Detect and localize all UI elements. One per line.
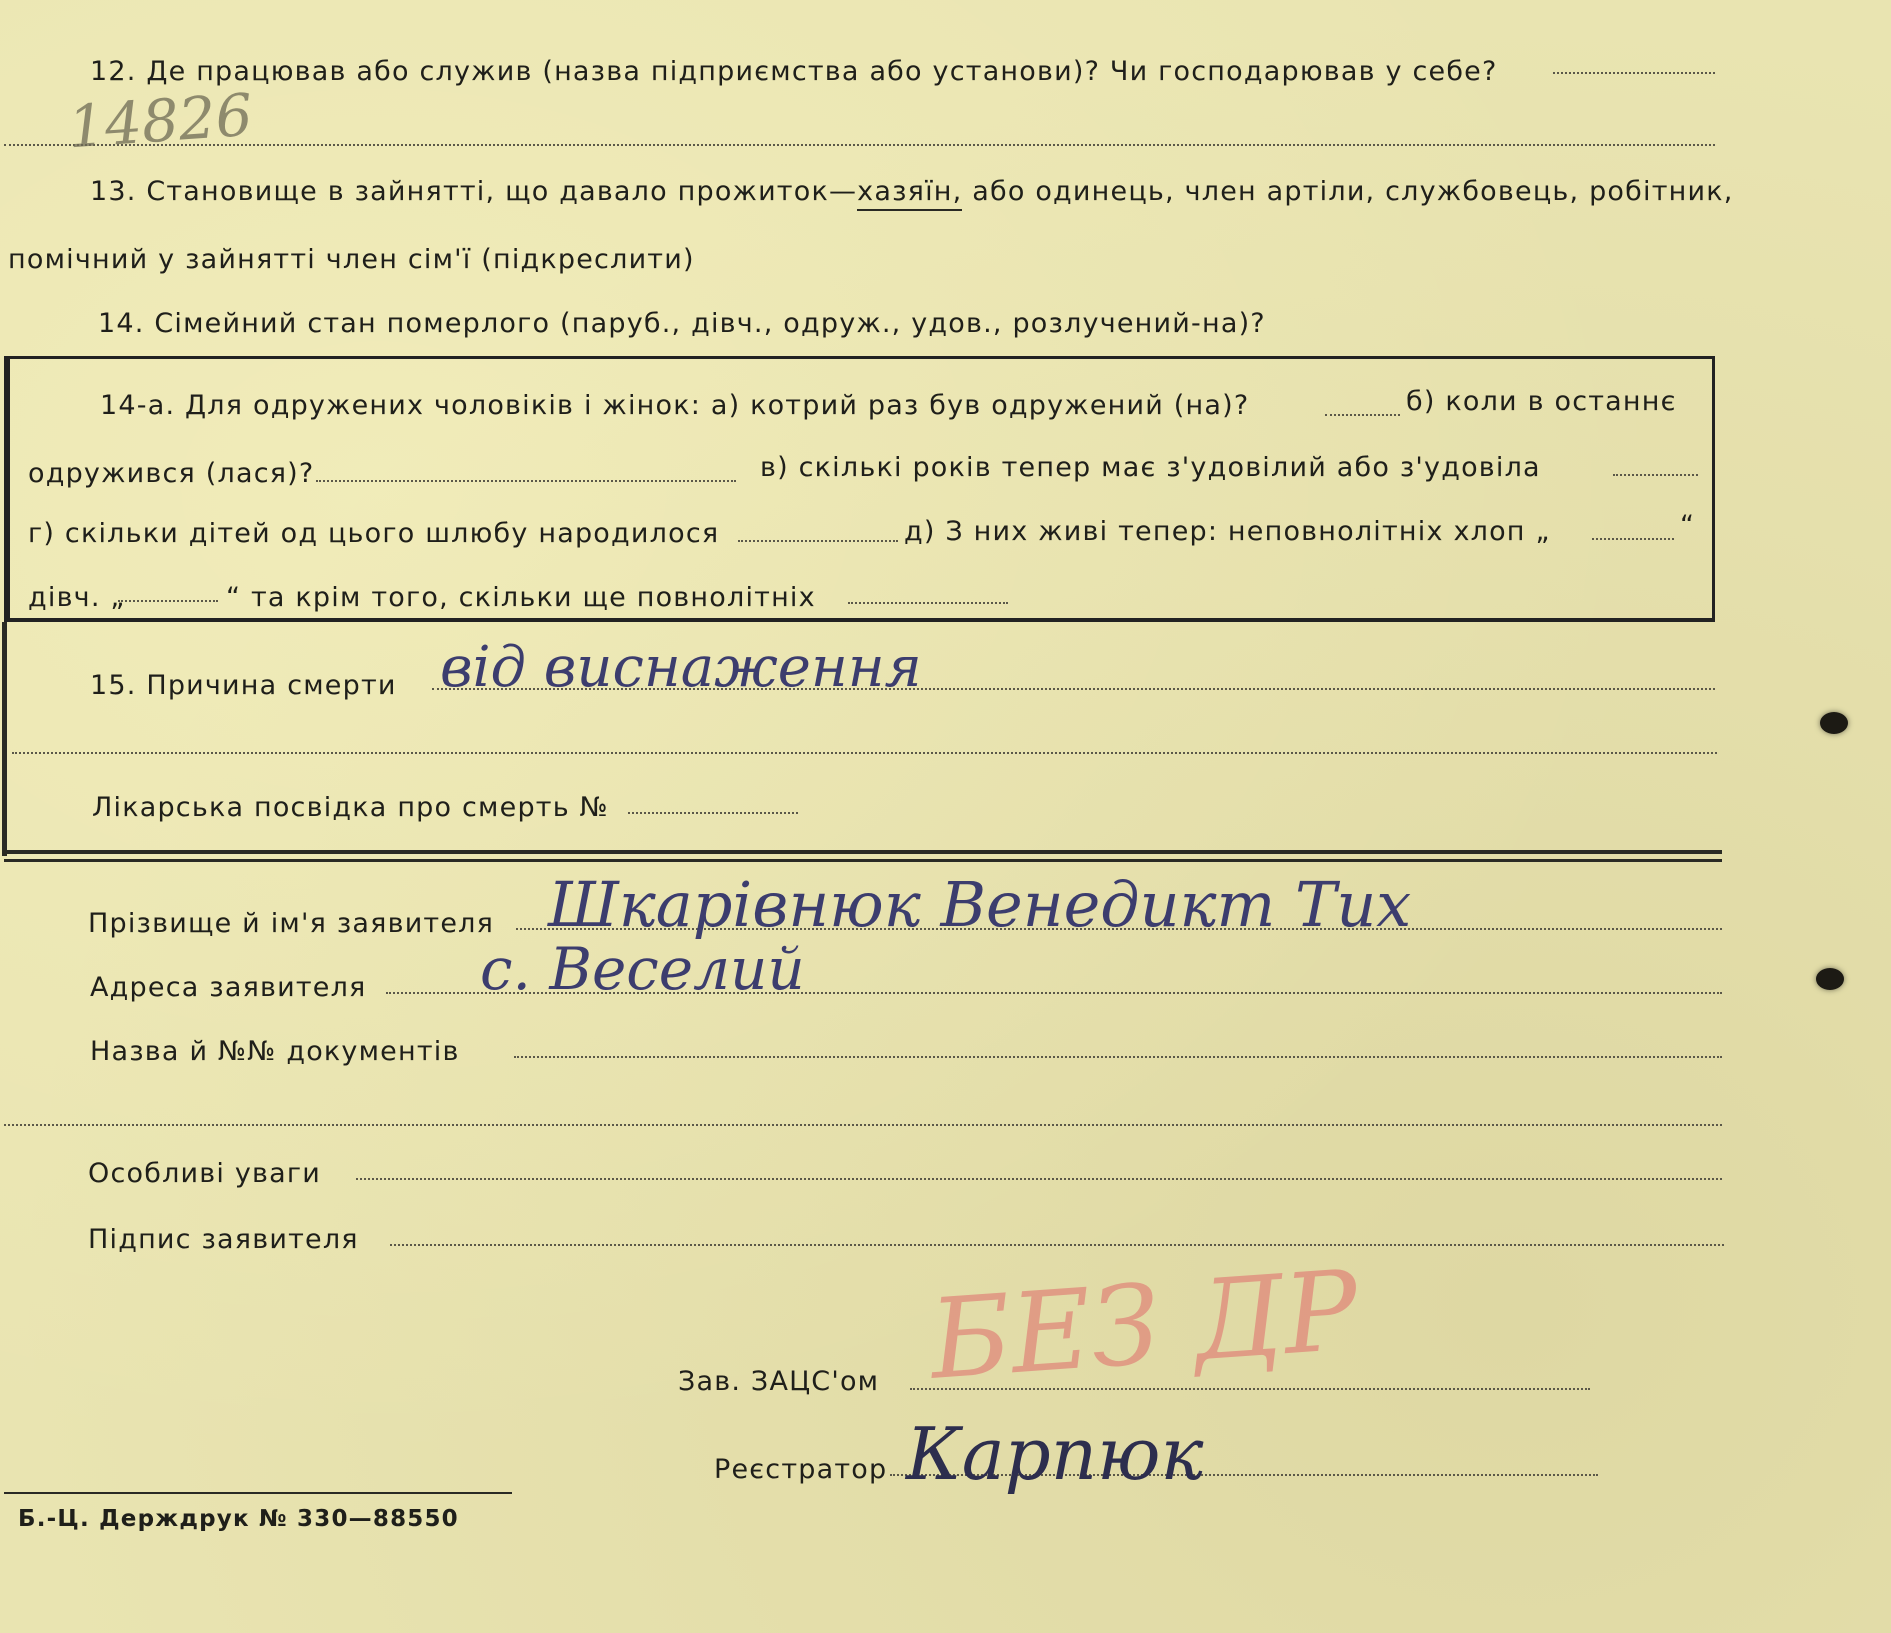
- divider-top: [4, 850, 1722, 854]
- printer-imprint: Б.-Ц. Держдрук № 330—88550: [18, 1506, 459, 1532]
- applicant-signature-line: [390, 1244, 1724, 1246]
- q14a-l3b: д) З них живі тепер: неповнолітніх хлоп „: [904, 516, 1551, 547]
- q15-certificate-label: Лікарська посвідка про смерть №: [92, 792, 609, 823]
- q14a-l4b: “ та крім того, скільки ще повнолітніх: [226, 582, 816, 613]
- q13-part2: або одинець, член артіли, службовець, робітник,: [972, 176, 1734, 207]
- q15-answer-line-2: [12, 752, 1717, 754]
- q14a-l1b: б) коли в останнє: [1406, 386, 1677, 417]
- margin-note: 14826: [65, 80, 255, 162]
- q14a-l2b: в) скількі років тепер має з'удовілий або з'удовіла: [760, 452, 1541, 483]
- head-label: Зав. ЗАЦС'ом: [678, 1366, 880, 1397]
- q14a-children-born-field: [738, 540, 898, 542]
- q14a-girls-field: [118, 600, 218, 602]
- q15-cause-handwritten: від виснаження: [440, 635, 922, 700]
- left-edge-rule: [2, 622, 7, 856]
- q13-line2: помічний у зайнятті член сім'ї (підкреслити): [8, 244, 695, 275]
- applicant-docs-line-2: [4, 1124, 1722, 1126]
- binder-hole-1: [1820, 712, 1848, 734]
- q14a-last-married-field: [316, 480, 736, 482]
- q14a-boys-field: [1592, 538, 1674, 540]
- applicant-name-handwritten: Шкарівнюк Венедикт Тих: [548, 868, 1412, 941]
- red-stamp: БЕЗ ДР: [926, 1246, 1363, 1404]
- q12-text: 12. Де працював або служив (назва підприємства або установи)? Чи господарював у себе?: [90, 56, 1498, 87]
- applicant-address-label: Адреса заявителя: [90, 972, 367, 1003]
- registrar-label: Реєстратор: [714, 1454, 888, 1485]
- applicant-docs-line: [514, 1056, 1722, 1058]
- footer-rule: [4, 1492, 512, 1494]
- q14a-widowed-years-field: [1613, 474, 1698, 476]
- q14a-l1a: 14-а. Для одружених чоловіків і жінок: а) котрий раз був одружений (на)?: [100, 390, 1250, 421]
- q12-answer-line: [1553, 72, 1715, 74]
- q14a-l4a: дівч. „: [28, 582, 126, 613]
- special-notes-line: [356, 1178, 1722, 1180]
- applicant-docs-label: Назва й №№ документів: [90, 1036, 460, 1067]
- special-notes-label: Особливі уваги: [88, 1158, 322, 1189]
- q13-owner-underlined: хазяїн,: [857, 176, 962, 211]
- q14a-adults-field: [848, 602, 1008, 604]
- applicant-signature-label: Підпис заявителя: [88, 1224, 359, 1255]
- applicant-address-handwritten: с. Веселий: [480, 935, 805, 1003]
- q14a-times-married-field: [1325, 414, 1400, 416]
- registrar-signature: Карпюк: [906, 1412, 1204, 1496]
- q14-text: 14. Сімейний стан померлого (паруб., дівч., одруж., удов., розлучений-на)?: [98, 308, 1266, 339]
- q14a-l3a: г) скільки дітей од цього шлюбу народилося: [28, 518, 720, 549]
- head-signature-line: [910, 1388, 1590, 1390]
- binder-hole-2: [1816, 968, 1844, 990]
- q13-part1: 13. Становище в зайнятті, що давало прожиток—: [90, 176, 858, 207]
- applicant-name-label: Прізвище й ім'я заявителя: [88, 908, 495, 939]
- divider-bottom: [4, 859, 1722, 862]
- q12-answer-line-2: [4, 144, 1715, 146]
- q15-certificate-field: [628, 812, 798, 814]
- q14a-l3c: “: [1680, 510, 1696, 541]
- q14a-l2a: одружився (лася)?: [28, 458, 315, 489]
- q13-line1: [90, 178, 1734, 205]
- q15-label: 15. Причина смерти: [90, 670, 397, 701]
